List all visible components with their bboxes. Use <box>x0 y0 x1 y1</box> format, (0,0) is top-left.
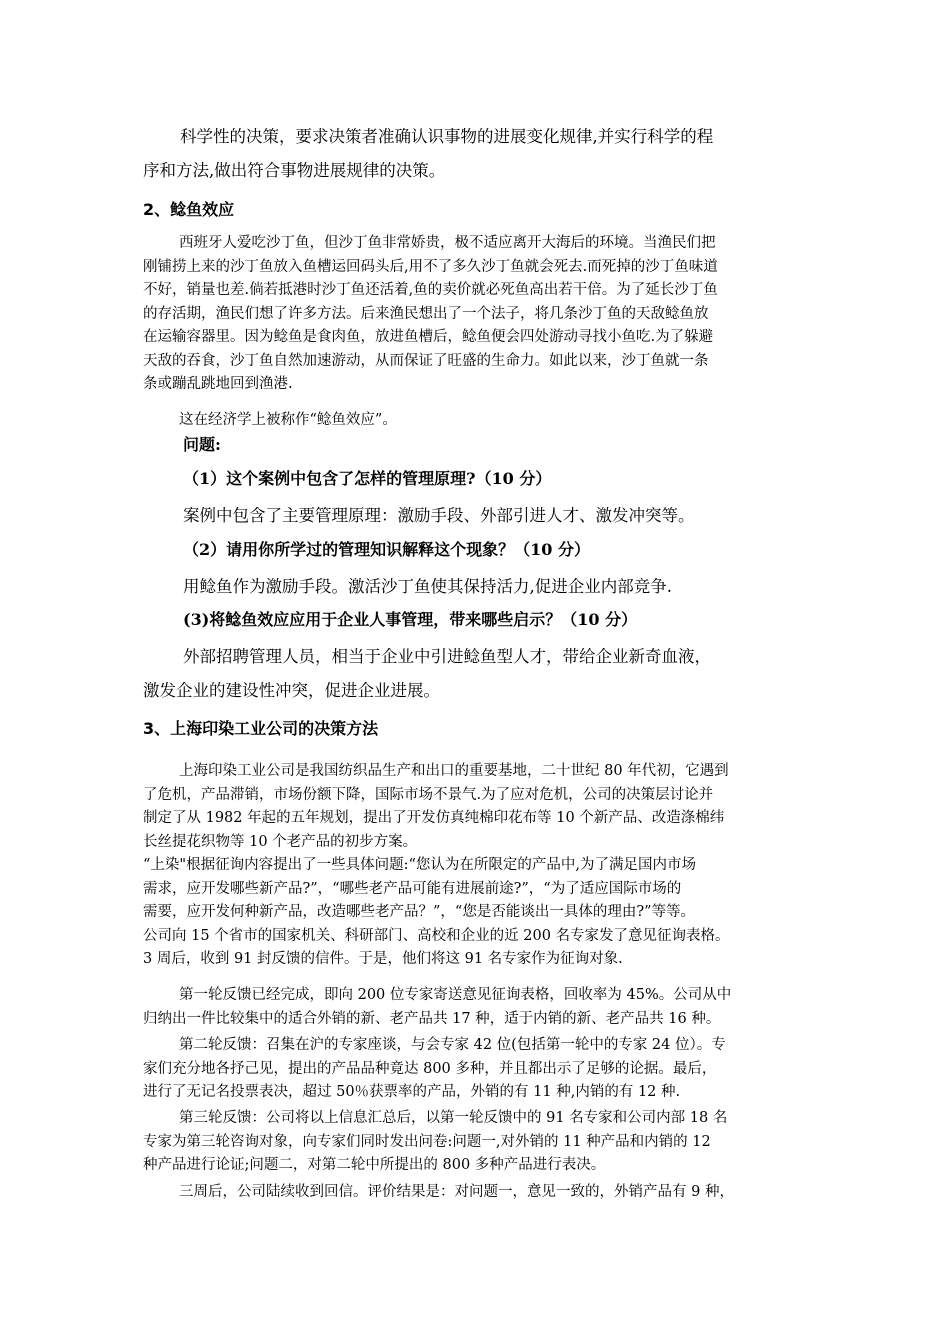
text-line: 公司向 15 个省市的国家机关、科研部门、高校和企业的近 200 名专家发了意见征询表格。 <box>143 927 730 944</box>
text-line: 第一轮反馈已经完成，即向 200 位专家寄送意见征询表格，回收率为 45%。公司从中 <box>179 987 732 1003</box>
text-line: 在运输容器里。因为鲶鱼是食肉鱼，放进鱼槽后，鲶鱼便会四处游动寻找小鱼吃.为了躲避 <box>143 329 714 345</box>
text-line: 这在经济学上被称作“鲶鱼效应”。 <box>179 412 397 428</box>
text-line: 3 周后，收到 91 封反馈的信件。于是，他们将这 91 名专家作为征询对象. <box>143 951 623 967</box>
text-line: 第三轮反馈：公司将以上信息汇总后，以第一轮反馈中的 91 名专家和公司内部 18 名 <box>179 1110 728 1126</box>
text-line: 刚铺捞上来的沙丁鱼放入鱼槽运回码头后,用不了多久沙丁鱼就会死去.而死掉的沙丁鱼味道 <box>143 258 718 275</box>
case-paragraph-5 <box>143 1107 823 1178</box>
text-line: 需要，应开发何种新产品，改造哪些老产品？”，“您是否能谈出一具体的理由?”等等。 <box>143 904 696 920</box>
catfish-story-paragraph <box>143 232 823 397</box>
text-line: 需求，应开发哪些新产品?”，“哪些老产品可能有进展前途?”，“为了适应国际市场的 <box>143 880 682 897</box>
text-line: 序和方法,做出符合事物进展规律的决策。 <box>143 161 446 180</box>
catfish-conclusion <box>143 409 823 433</box>
question-2: （2）请用你所学过的管理知识解释这个现象？（10 分） <box>183 540 590 559</box>
answer-1: 案例中包含了主要管理原理：激励手段、外部引进人才、激发冲突等。 <box>183 506 695 525</box>
text-line: 第二轮反馈：召集在沪的专家座谈，与会专家 42 位(包括第一轮中的专家 24 位）。专 <box>179 1037 726 1053</box>
intro-paragraph <box>143 120 823 188</box>
text-line: 激发企业的建设性冲突，促进企业进展。 <box>143 681 440 700</box>
text-line: 进行了无记名投票表决，超过 50％获票率的产品，外销的有 11 种,内销的有 12 种. <box>143 1084 681 1100</box>
case-paragraph-6 <box>143 1181 823 1205</box>
case-paragraph-1 <box>143 760 823 854</box>
text-line: 西班牙人爱吃沙丁鱼，但沙丁鱼非常娇贵，极不适应离开大海后的环境。当渔民们把 <box>179 235 716 251</box>
text-line: 专家为第三轮咨询对象，向专家们同时发出问卷:问题一,对外销的 11 种产品和内销的 12 <box>143 1133 711 1150</box>
answer-2: 用鲶鱼作为激励手段。激活沙丁鱼使其保持活力,促进企业内部竞争. <box>183 577 672 596</box>
text-line: 种产品进行论证;问题二，对第二轮中所提出的 800 多种产品进行表决。 <box>143 1157 606 1173</box>
text-line: 上海印染工业公司是我国纺织品生产和出口的重要基地，二十世纪 80 年代初，它遇到 <box>179 763 729 779</box>
text-line: 长丝提花织物等 10 个老产品的初步方案。 <box>143 833 418 850</box>
text-line: 天敌的吞食，沙丁鱼自然加速游动，从而保证了旺盛的生命力。如此以来，沙丁鱼就一条 <box>143 352 709 369</box>
text-line: 外部招聘管理人员，相当于企业中引进鲶鱼型人才，带给企业新奇血液， <box>183 647 711 666</box>
case-paragraph-4 <box>143 1034 823 1105</box>
question-1: （1）这个案例中包含了怎样的管理原理?（10 分） <box>183 469 552 488</box>
text-line: 科学性的决策，要求决策者准确认识事物的进展变化规律,并实行科学的程 <box>180 127 714 146</box>
text-line: 家们充分地各抒己见，提出的产品品种竟达 800 多种，并且都出示了足够的论据。最后， <box>143 1060 717 1077</box>
section-heading-shanghai-printing: 3、上海印染工业公司的决策方法 <box>143 719 379 738</box>
text-line: 制定了从 1982 年起的五年规划，提出了开发仿真纯棉印花布等 10 个新产品、改造涤棉纬 <box>143 810 725 826</box>
section-heading-catfish-effect: 2、鲶鱼效应 <box>143 200 235 219</box>
text-line: 归纳出一件比较集中的适合外销的新、老产品共 17 种，适于内销的新、老产品共 16 种。 <box>143 1010 721 1027</box>
text-line: 的存活期，渔民们想了许多方法。后来渔民想出了一个法子，将几条沙丁鱼的天敌鲶鱼放 <box>143 305 709 322</box>
answer-3 <box>143 640 823 708</box>
text-line: 了危机，产品滞销，市场份额下降，国际市场不景气.为了应对危机，公司的决策层讨论并 <box>143 786 714 803</box>
case-paragraph-2 <box>143 854 823 972</box>
case-paragraph-3 <box>143 984 823 1031</box>
text-line: 三周后，公司陆续收到回信。评价结果是：对问题一，意见一致的，外销产品有 9 种， <box>179 1184 734 1200</box>
text-line: “上染"根据征询内容提出了一些具体问题:“您认为在所限定的产品中,为了满足国内市场 <box>143 857 696 873</box>
questions-label: 问题: <box>183 435 221 454</box>
question-3: (3)将鲶鱼效应应用于企业人事管理，带来哪些启示？（10 分） <box>183 610 638 629</box>
text-line: 不好，销量也差.倘若抵港时沙丁鱼还活着,鱼的卖价就必死鱼高出若干倍。为了延长沙丁鱼 <box>143 282 718 298</box>
text-line: 条或蹦乱跳地回到渔港. <box>143 376 293 392</box>
